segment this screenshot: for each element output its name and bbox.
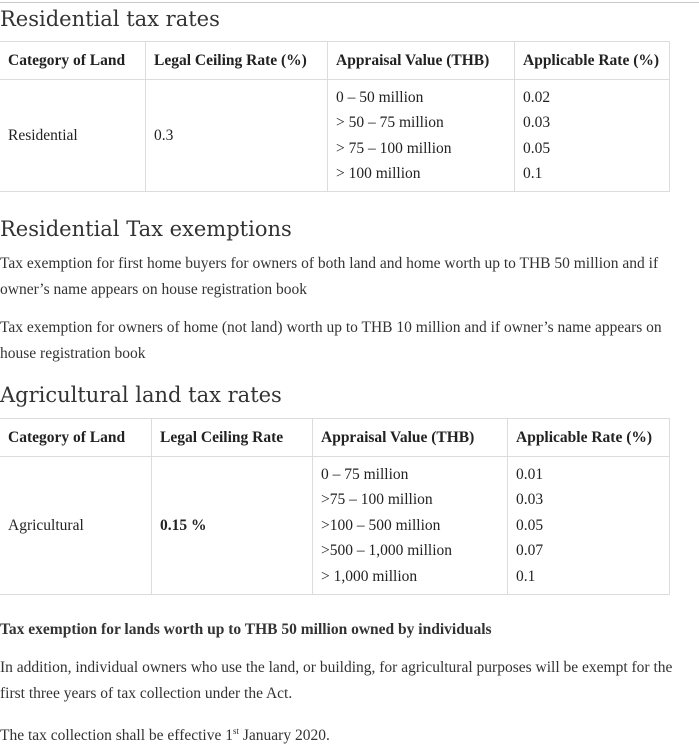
rate-value: 0.05 [523,139,551,157]
rate-value: 0.01 [516,465,544,483]
cell-ceiling: 0.3 [146,80,328,192]
rate-value: 0.1 [523,165,543,182]
rate-value: 0.07 [516,542,544,560]
top-divider [0,2,699,3]
rate-value: 0.03 [516,491,544,509]
table-row [0,457,670,595]
rate-value: 0.03 [523,114,551,131]
range-value: >75 – 100 million [321,491,433,509]
agri-exemption-heading: Tax exemption for lands worth up to THB 50 million owned by individuals [0,621,492,638]
exemption-paragraph-1: Tax exemption for first home buyers for owners of both land and home worth up to THB 50 million and if owner’s name appears on house registration book [0,255,659,298]
cell-ranges [313,457,508,595]
header-appraisal: Appraisal Value (THB) [328,42,515,80]
rate-value: 0.02 [523,88,551,106]
exemption-paragraph-2: Tax exemption for owners of home (not land) worth up to THB 10 million and if owner’s name appears on house registration book [0,319,662,362]
range-value: >100 – 500 million [321,516,441,534]
effective-date-paragraph [0,718,680,749]
cell-ceiling: 0.15 % [152,457,313,595]
cell-rates [508,457,670,595]
header-category: Category of Land [0,419,152,457]
residential-tax-table [0,41,670,192]
header-rate: Applicable Rate (%) [508,419,670,457]
range-value: > 75 – 100 million [336,139,452,157]
header-ceiling: Legal Ceiling Rate (%) [146,42,328,80]
effective-superscript: st [232,726,239,736]
cell-ranges [328,80,515,192]
range-value: >500 – 1,000 million [321,542,453,560]
range-value: > 50 – 75 million [336,114,444,131]
agricultural-tax-rates-heading: Agricultural land tax rates [0,383,282,407]
header-ceiling: Legal Ceiling Rate [152,419,313,457]
table-header-row [0,419,670,457]
effective-suffix: January 2020. [239,727,330,745]
agricultural-tax-table [0,418,670,595]
range-value: > 100 million [336,165,421,182]
header-rate: Applicable Rate (%) [515,42,670,80]
range-value: 0 – 75 million [321,465,409,483]
rate-value: 0.1 [516,567,536,585]
table-row [0,80,670,192]
cell-rates [515,80,670,192]
table-header-row [0,42,670,80]
cell-category: Residential [0,80,146,192]
agri-exemption-paragraph: In addition, individual owners who use the land, or building, for agricultural purposes will be exempt for the first three years of tax collection under the Act. [0,659,673,702]
range-value: > 1,000 million [321,567,418,585]
residential-exemptions-heading: Residential Tax exemptions [0,217,292,241]
effective-prefix: The tax collection shall be effective 1 [0,727,233,745]
residential-tax-rates-heading: Residential tax rates [0,7,220,31]
range-value: 0 – 50 million [336,88,424,106]
header-appraisal: Appraisal Value (THB) [313,419,508,457]
cell-category: Agricultural [0,457,152,595]
header-category: Category of Land [0,42,146,80]
rate-value: 0.05 [516,516,544,534]
